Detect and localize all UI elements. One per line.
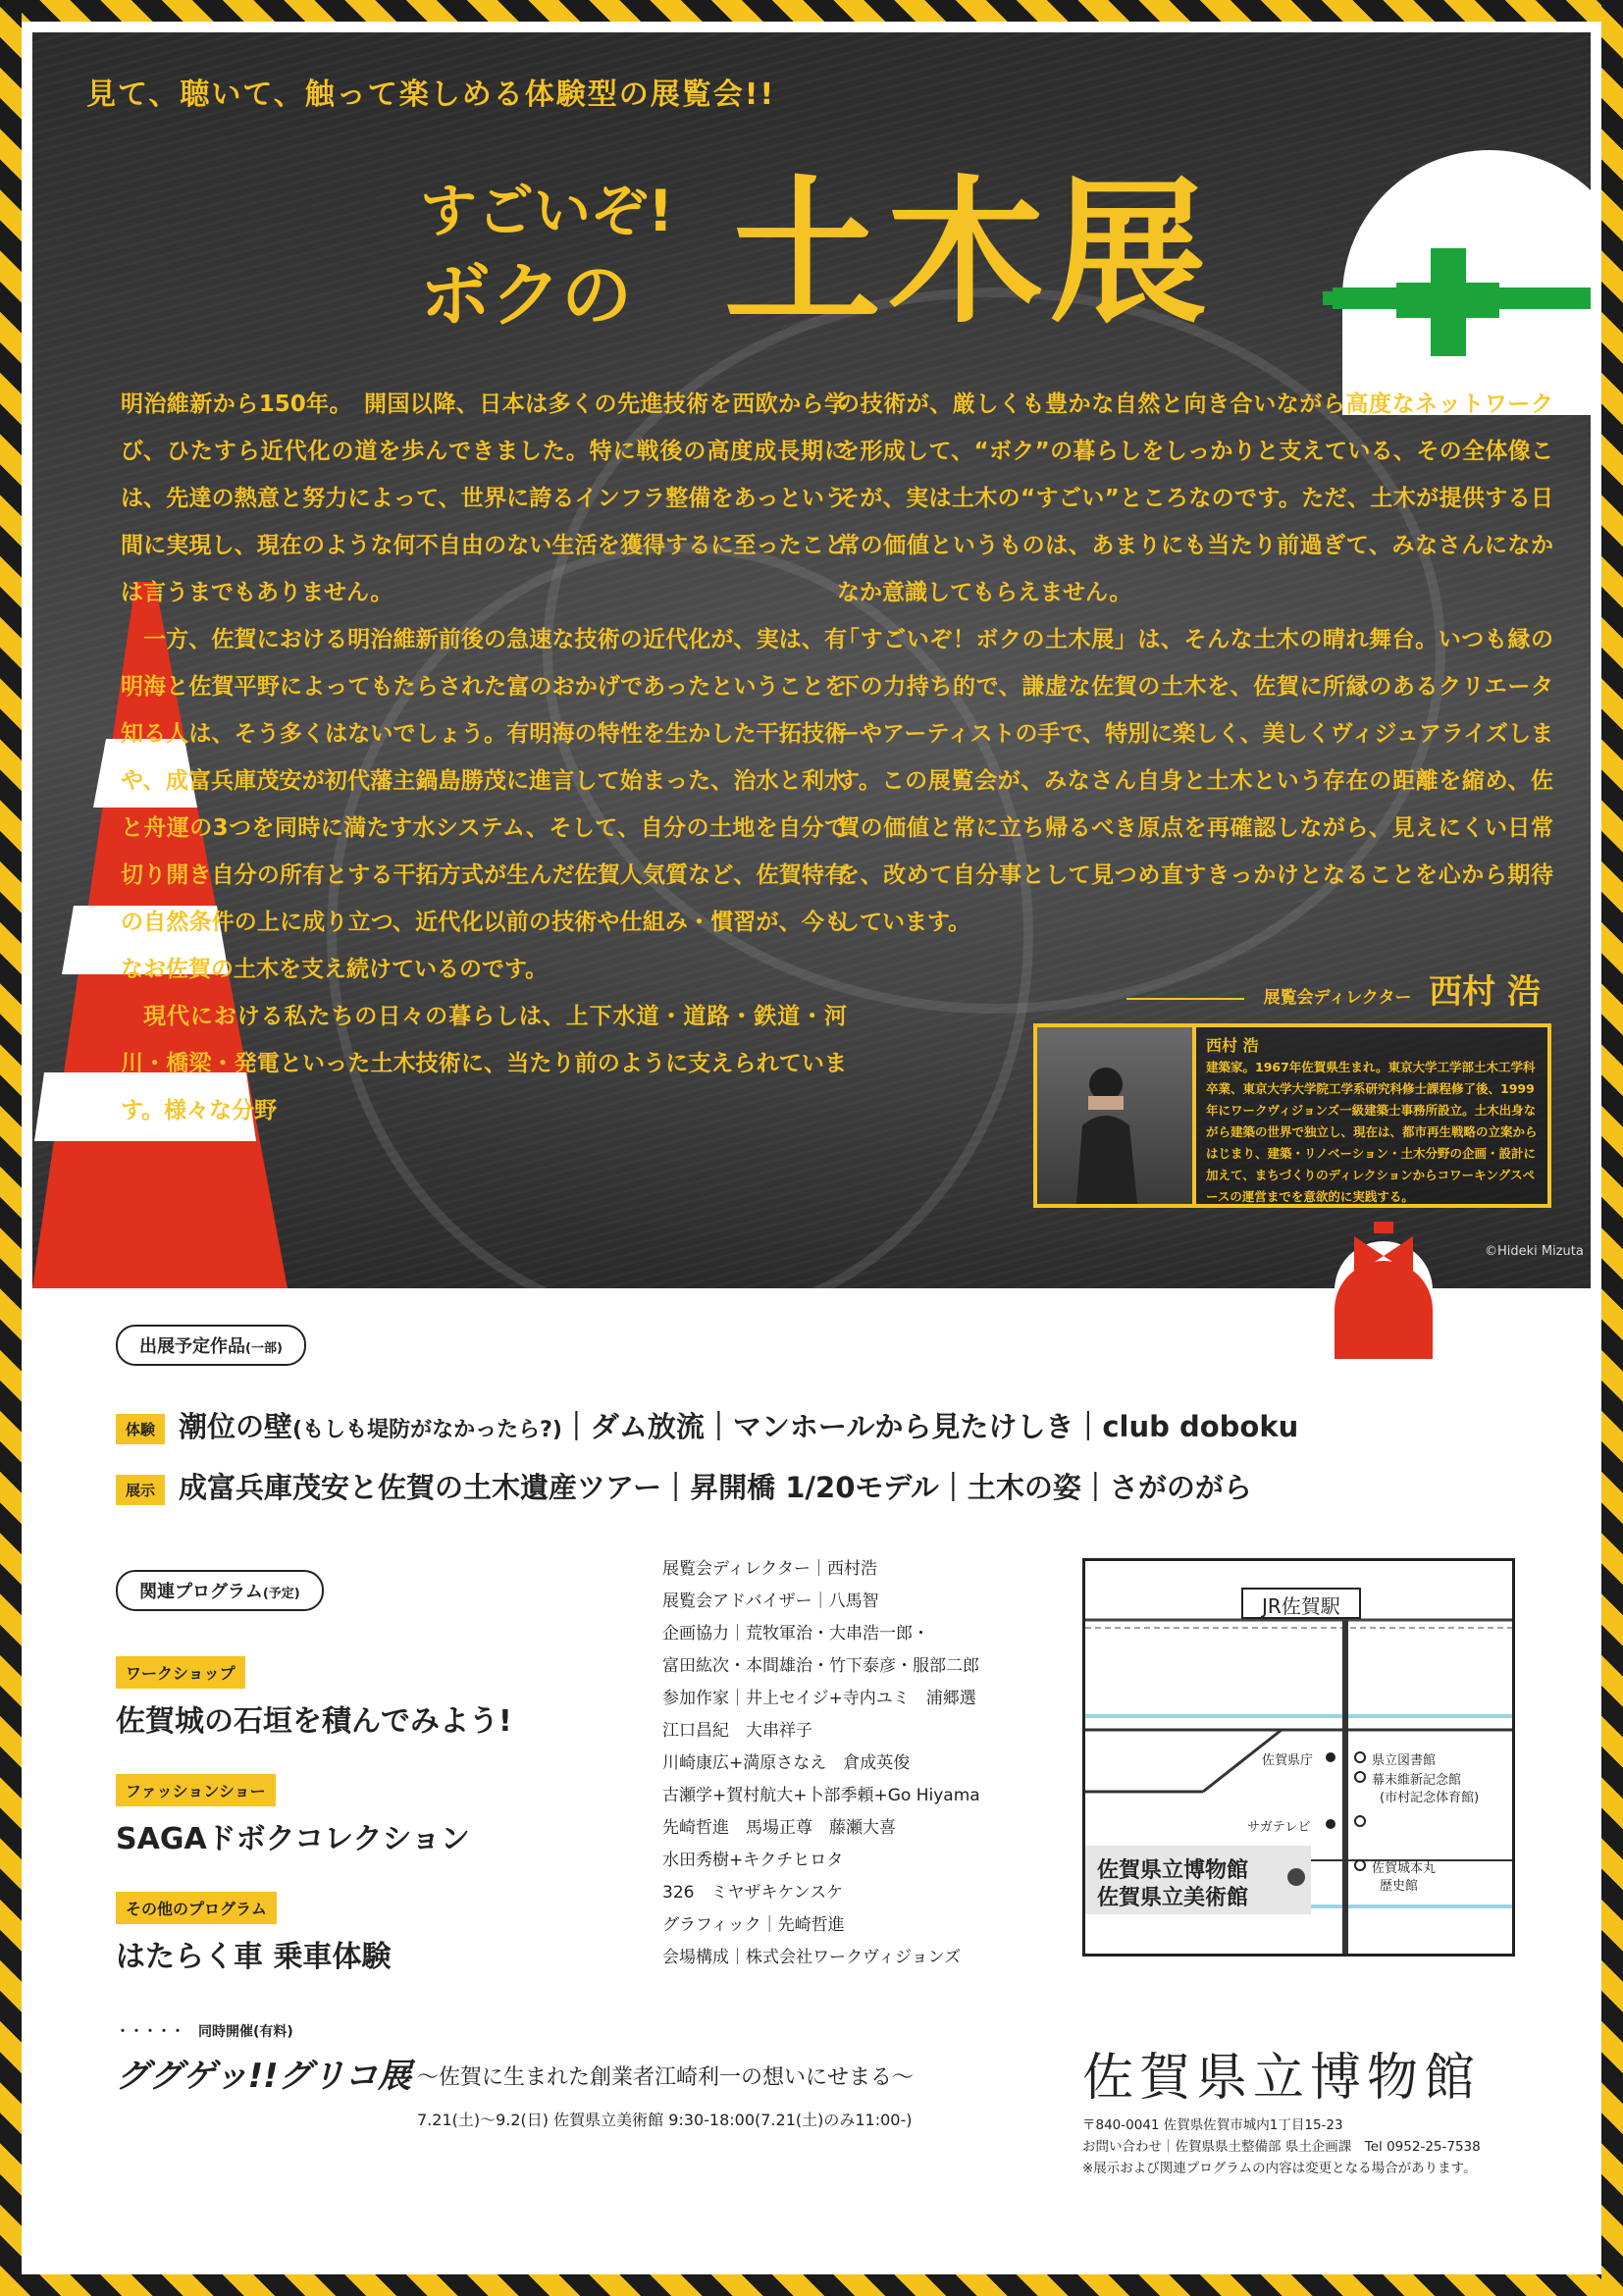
works-section-label [116, 1325, 306, 1366]
intro-paragraph: 明治維新から150年。 開国以降、日本は多くの先進技術を西欧から学び、ひたすら近代化の道を歩んできました。特に戦後の高度成長期には、先達の熱意と努力によって、世界に誇るインフラ整備をあっという間に実現し、現在のような何不自由のない生活を獲得するに至ったことは言うまでもありません。 [121, 391, 847, 605]
concurrent-label-text: 同時開催(有料) [198, 2024, 293, 2040]
access-map [1082, 1558, 1515, 1957]
museum-name: 佐賀県立博物館 [1082, 2049, 1482, 2108]
credit-line: 江口昌紀 大串祥子 [662, 1721, 812, 1741]
note-line: ※展示および関連プログラムの内容は変更となる場合があります。 [1082, 2161, 1477, 2176]
credit-line: グラフィック｜先崎哲進 [662, 1915, 845, 1935]
exhibit-tag: 展示 [116, 1475, 165, 1505]
glico-dates: 7.21(土)〜9.2(日) 佐賀県立美術館 9:30-18:00(7.21(土)のみ11:00-) [417, 2111, 913, 2129]
contact-line: お問い合わせ｜佐賀県県土整備部 県土企画課 Tel 0952-25-7538 [1082, 2139, 1481, 2155]
credit-line: 企画協力｜荒牧軍治・大串浩一郎・ [662, 1624, 929, 1644]
intro-paragraph: 現代における私たちの日々の暮らしは、上下水道・道路・鉄道・河川・橋梁・発電といった土木技術に、当たり前のように支えられています。様々な分野 [121, 1004, 847, 1123]
program-item [116, 1774, 470, 1857]
works-label-text: 出展予定作品 [139, 1336, 245, 1357]
credit-line: 展覧会ディレクター｜西村浩 [662, 1559, 877, 1579]
tagline: 見て、聴いて、触って楽しめる体験型の展覧会!! [86, 78, 776, 112]
museum-address [1082, 2114, 1481, 2179]
helmet-icon [1323, 101, 1591, 415]
experience-note: (もしも堤防がなかったら?) [292, 1418, 562, 1442]
map-label-tv: サガテレビ [1247, 1820, 1311, 1835]
intro-left-column [121, 381, 847, 1134]
buoy-icon [1330, 1202, 1438, 1359]
experience-tag: 体験 [116, 1414, 165, 1444]
program-item [116, 1656, 512, 1740]
map-label-art-museum: 佐賀県立美術館 [1097, 1886, 1249, 1910]
program-title: SAGAドボクコレクション [116, 1822, 470, 1856]
program-title: はたらく車 乗車体験 [116, 1940, 392, 1974]
concurrent-label [116, 2021, 293, 2041]
hazard-border-top [0, 0, 1623, 22]
intro-paragraph: の技術が、厳しくも豊かな自然と向き合いながら高度なネットワークを形成して、“ボク”の暮らしをしっかりと支えている、その全体像こそが、実は土木の“すごい”ところなのです。ただ、土木が提供する日常の価値というものは、あまりにも当たり前過ぎて、みなさんになかなか意識してもらえません。 [837, 391, 1553, 605]
director-signature [1126, 965, 1541, 1013]
programs-label-sub: (予定) [262, 1587, 300, 1601]
hazard-border-right [1601, 0, 1623, 2296]
hazard-border-bottom [0, 2274, 1623, 2296]
hazard-border-left [0, 0, 22, 2296]
program-tag: その他のプログラム [116, 1892, 277, 1924]
staff-credits [662, 1553, 980, 1974]
credit-line: 川崎康広+満原さなえ 倉成英俊 [662, 1753, 911, 1773]
program-title: 佐賀城の石垣を積んでみよう! [116, 1704, 512, 1739]
credit-line: 水田秀樹+キクチヒロタ [662, 1851, 844, 1870]
glico-title: ググゲッ!!グリコ展 [116, 2057, 411, 2096]
credit-line: 参加作家｜井上セイジ+寺内ユミ 浦郷選 [662, 1689, 976, 1708]
profile-photo [1037, 1027, 1196, 1204]
program-tag: ワークショップ [116, 1656, 245, 1689]
experience-row [116, 1405, 1298, 1445]
map-label-museum: 佐賀県立博物館 [1097, 1858, 1249, 1883]
station-label: JR佐賀駅 [1262, 1594, 1340, 1618]
credit-line: 先崎哲進 馬場正尊 藤瀬大喜 [662, 1818, 896, 1838]
exhibit-row [116, 1466, 1252, 1506]
director-name: 西村 浩 [1429, 972, 1541, 1012]
exhibit-items: 成富兵庫茂安と佐賀の土木遺産ツアー｜昇開橋 1/20モデル｜土木の姿｜さがのがら [179, 1471, 1252, 1504]
map-label-castle-2: 歴史館 [1380, 1879, 1419, 1894]
credit-line: 古瀬学+賀村航大+卜部季頼+Go Hiyama [662, 1786, 980, 1805]
program-item [116, 1892, 391, 1975]
hero-panel [32, 32, 1591, 1288]
map-label-prefecture: 佐賀県庁 [1262, 1753, 1314, 1768]
map-label-castle: 佐賀城本丸 [1372, 1861, 1437, 1876]
intro-right-column [837, 381, 1553, 946]
person-icon [1037, 1027, 1192, 1204]
credit-line: 326 ミヤザキケンスケ [662, 1883, 844, 1903]
map-label-library: 県立図書館 [1372, 1753, 1437, 1768]
intro-paragraph: 「すごいぞ！ボクの土木展」は、そんな土木の晴れ舞台。いつも縁の下の力持ち的で、謙虚な佐賀の土木を、佐賀に所縁のあるクリエーターやアーティストの手で、特別に楽しく、美しくヴィジュアライズします。この展覧会が、みなさん自身と土木という存在の距離を縮め、佐賀の価値と常に立ち帰るべき原点を再確認しながら、見えにくい日常を、改めて自分事として見つめ直すきっかけとなることを心から期待しています。 [837, 627, 1554, 935]
map-label-memorial: 幕末維新記念館 [1372, 1773, 1462, 1788]
profile-box [1033, 1023, 1551, 1208]
intro-paragraph: 一方、佐賀における明治維新前後の急速な技術の近代化が、実は、有明海と佐賀平野によってもたらされた富のおかげであったということを知る人は、そう多くはないでしょう。有明海の特性を生かした干拓技術や、成富兵庫茂安が初代藩主鍋島勝茂に進言して始まった、治水と利水と舟運の3つを同時に満たす水システム、そして、自分の土地を自分で切り開き自分の所有とする干拓方式が生んだ佐賀人気質など、佐賀特有の自然条件の上に成り立つ、近代化以前の技術や仕組み・慣習が、今もなお佐賀の土木を支え続けているのです。 [121, 627, 847, 982]
programs-label-text: 関連プログラム [139, 1582, 263, 1602]
experience-items: ｜ダム放流｜マンホールから見たけしき｜club doboku [561, 1410, 1299, 1443]
experience-first-item: 潮位の壁 [179, 1410, 293, 1443]
address-line: 〒840-0041 佐賀県佐賀市城内1丁目15-23 [1082, 2117, 1343, 2133]
program-tag: ファッションショー [116, 1774, 276, 1806]
dots: ・・・・・ [116, 2024, 184, 2040]
director-role: 展覧会ディレクター [1263, 988, 1412, 1008]
profile-bio: 建築家。1967年佐賀県生まれ。東京大学工学部土木工学科卒業、東京大学大学院工学系研究科修士課程修了後、1999年にワークヴィジョンズ一級建築士事務所設立。土木出身ながら建築の世界で独立し、現在は、都市再生戦略の立案からはじまり、建築・リノベーション・土木分野の企画・設計に加えて、まちづくりのディレクションからコワーキングスペースの運営までを意欲的に実践する。 [1206, 1060, 1538, 1204]
page-title: 土木展 [724, 161, 1214, 344]
map-label-gym: (市村記念体育館) [1380, 1791, 1480, 1805]
profile-name: 西村 浩 [1206, 1036, 1259, 1055]
credit-line: 会場構成｜株式会社ワークヴィジョンズ [662, 1948, 962, 1967]
divider [1126, 998, 1244, 1000]
works-label-sub: (一部) [245, 1341, 283, 1356]
glico-subtitle: 〜佐賀に生まれた創業者江崎利一の想いにせまる〜 [417, 2065, 915, 2090]
title-small: すごいぞ! [420, 178, 674, 244]
photo-credit: ©Hideki Mizuta [1485, 1244, 1584, 1259]
programs-section-label [116, 1570, 324, 1611]
credit-line: 展覧会アドバイザー｜八馬智 [662, 1592, 879, 1611]
title-mid: ボクの [420, 254, 633, 337]
credit-line: 富田紘次・本間雄治・竹下泰彦・服部二郎 [662, 1656, 979, 1676]
